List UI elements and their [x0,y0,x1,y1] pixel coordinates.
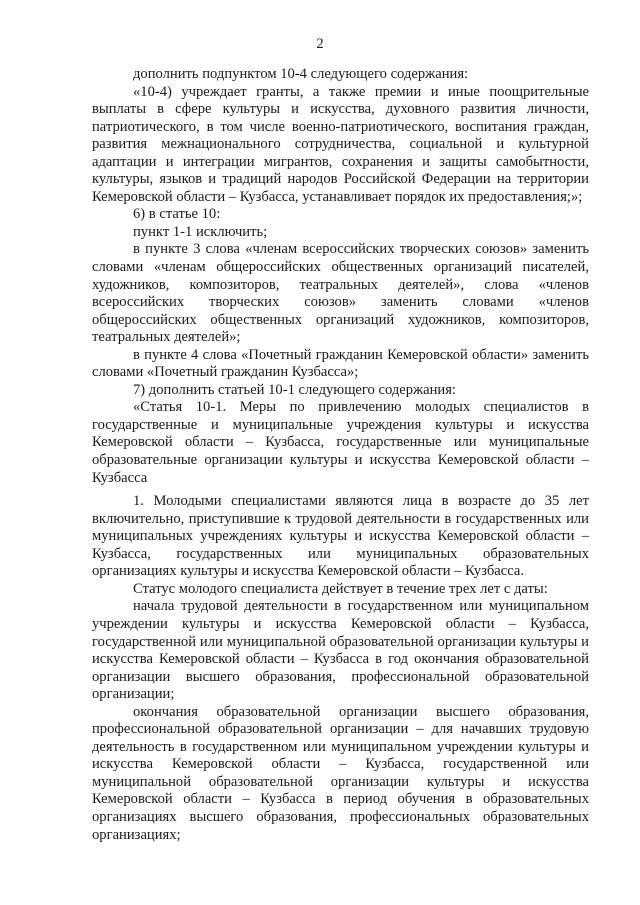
paragraph-point-4: в пункте 4 слова «Почетный гражданин Кемеровской области» заменить словами «Почетный гражданин Кузбасса»; [92,346,589,381]
paragraph-intro: дополнить подпунктом 10-4 следующего содержания: [133,66,469,82]
paragraph-item-7: 7) дополнить статьей 10-1 следующего содержания: [133,381,456,398]
document-body [92,66,589,844]
paragraph-item-6: 6) в статье 10: [133,206,221,223]
paragraph-status-graduation: окончания образовательной организации высшего образования, профессиональной образовательной организации – для начавших трудовую деятельность в государственном или муниципальном учреждении культуры и искусства Кемеровской области – Кузбасса, государственной или муниципальной образовательной организации культуры и искусства Кемеровской области – Кузбасса в период обучения в образовательных организациях высшего образования, профессиональных образовательных организациях; [92,703,589,843]
paragraph-subpoint-10-4: «10-4) учреждает гранты, а также премии и иные поощрительные выплаты в сфере культуры и искусства, духовного развития личности, патриотического, в том числе военно-патриотического, воспитания граждан, развития межнационального сотрудничества, социальной и культурной адаптации и интеграции мигрантов, сохранения и защиты самобытности, культуры, языков и традиций народов Российской Федерации на территории Кемеровской области – Кузбасса, устанавливает порядок их предоставления;»; [92,83,589,205]
page-number: 2 [316,36,324,52]
paragraph-status-duration: Статус молодого специалиста действует в течение трех лет с даты: [133,580,548,597]
paragraph-point-1-1: пункт 1-1 исключить; [133,223,268,240]
paragraph-article-10-1-clause-1: 1. Молодыми специалистами являются лица в возрасте до 35 лет включительно, приступившие к трудовой деятельности в государственных или муниципальных учреждениях культуры и искусства Кемеровской области – Кузбасса, государственных или муниципальных образовательных организациях культуры и искусства Кемеровской области – Кузбасса. [92,493,589,580]
paragraph-point-3: в пункте 3 слова «членам всероссийских творческих союзов» заменить словами «членам общероссийских общественных организаций писателей, художников, композиторов, театральных деятелей», слова «членов всероссийских творческих союзов» заменить словами «членов общероссийских общественных организаций художников, композиторов, театральных деятелей»; [92,241,589,346]
paragraph-article-10-1-title: «Статья 10-1. Меры по привлечению молодых специалистов в государственные и муниципальные учреждения культуры и искусства Кемеровской области – Кузбасса, государственные или муниципальные образовательные организации культуры и искусства Кемеровской области – Кузбасса [92,399,589,486]
paragraph-status-start: начала трудовой деятельности в государственном или муниципальном учреждении культуры и искусства Кемеровской области – Кузбасса, государственной или муниципальной образовательной организации культуры и искусства Кемеровской области – Кузбасса в год окончания образовательной организации высшего образования, профессиональной образовательной организации; [92,598,589,703]
